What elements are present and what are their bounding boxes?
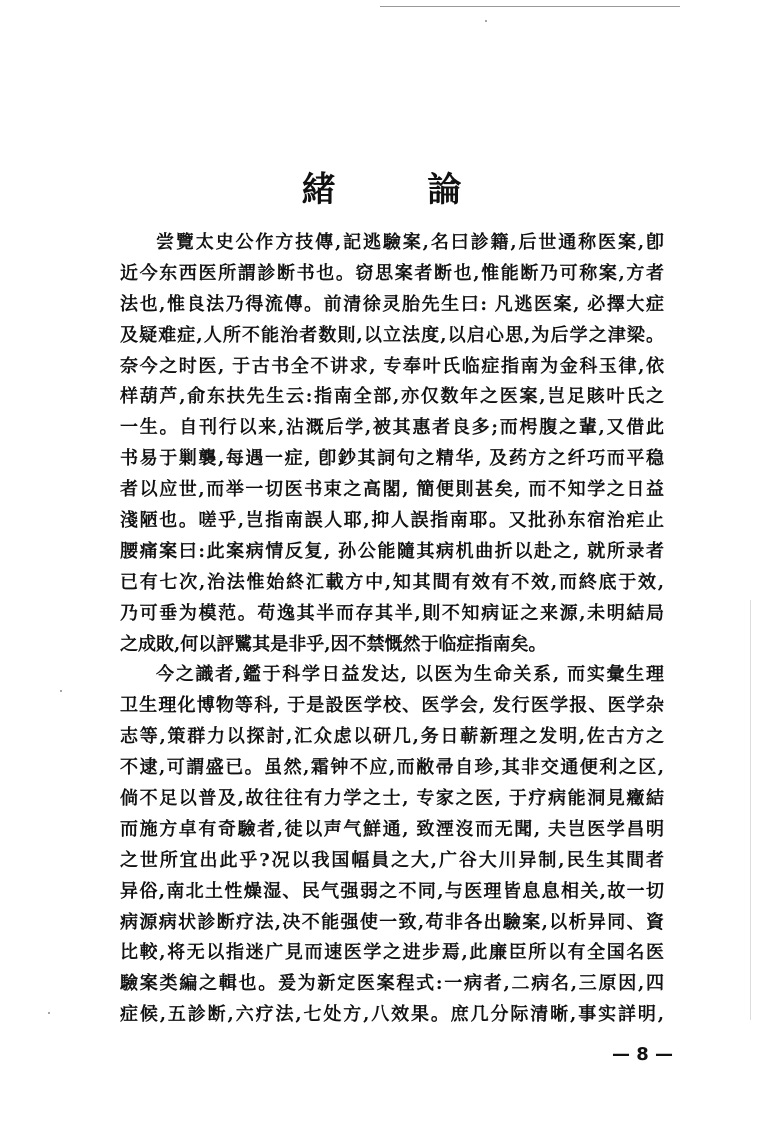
text-line: 一生。自刊行以来,沾溉后学,被其惠者良多;而枵腹之輩,又借此 (120, 417, 664, 439)
text-line: 尝覽太史公作方技傳,記逃驗案,名曰診籍,后世通称医案,卽 (156, 232, 664, 253)
scan-speck (60, 690, 62, 692)
text-line: 症候,五診断,六疗法,七处方,八效果。庶几分际清晰,事实詳明, (120, 1004, 664, 1026)
scan-speck (48, 1012, 50, 1014)
text-line: 而施方卓有奇驗者,徒以声气鮮通, 致湮沒而无聞, 夫岂医学昌明 (120, 818, 664, 840)
text-line: 法也,惟良法乃得流傳。前清徐灵胎先生曰: 凡逃医案, 必擇大症 (120, 293, 664, 315)
document-body (120, 228, 664, 1031)
text-line: 腰痛案曰:此案病情反复, 孙公能隨其病机曲折以赴之, 就所录者 (120, 540, 664, 562)
text-line: 之成敗,何以評騭其是非乎,因不禁慨然于临症指南矣。 (120, 633, 547, 655)
text-line: 书易于剿襲,每遇一症, 卽鈔其詞句之精华, 及药方之纤巧而平稳 (120, 448, 664, 470)
text-line: 及疑难症,人所不能治者数則,以立法度,以启心思,为后学之津梁。 (120, 324, 664, 346)
text-line: 驗案类編之輯也。爰为新定医案程式:一病者,二病名,三原因,四 (120, 973, 664, 995)
text-line: 卫生理化博物等科, 于是設医学校、医学会, 发行医学报、医学杂 (120, 695, 664, 717)
text-line: 之世所宜出此乎?况以我国幅員之大,广谷大川异制,民生其間者 (120, 849, 664, 871)
page-number: — 8 — (612, 1044, 674, 1065)
text-line: 今之識者,鑑于科学日益发达, 以医为生命关系, 而实彙生理 (156, 664, 664, 686)
text-line: 乃可垂为模范。苟逸其半而存其半,則不知病证之来源,未明結局 (120, 602, 664, 624)
text-line: 淺陋也。嗟乎,岂指南誤人耶,抑人誤指南耶。又批孙东宿治疟止 (120, 510, 664, 532)
paragraph-2 (120, 660, 664, 1031)
paragraph-1 (120, 228, 664, 660)
text-line: 倘不足以普及,故往往有力学之士, 专家之医, 于疗病能洞見癥結 (120, 788, 664, 810)
text-line: 异俗,南北土性燥湿、民气强弱之不同,与医理皆息息相关,故一切 (120, 880, 664, 902)
text-line: 已有七次,治法惟始終汇載方中,知其間有效有不效,而終底于效, (120, 571, 664, 593)
page-title: 緒 論 (301, 170, 502, 210)
text-line: 比較,将无以指迷广見而速医学之进步焉,此廉臣所以有全国名医 (120, 942, 664, 964)
text-line: 奈今之时医, 于古书全不讲求, 专奉叶氏临症指南为金科玉律,依 (120, 355, 664, 377)
text-line: 者以应世,而举一切医书束之高閣, 簡便則甚矣, 而不知学之日益 (120, 479, 664, 501)
text-line: 近今东西医所謂診断书也。窃思案者断也,惟能断乃可称案,方者 (120, 262, 664, 284)
scan-edge (750, 600, 751, 1020)
text-line: 样葫芦,俞东扶先生云:指南全部,亦仅数年之医案,岂足賅叶氏之 (120, 386, 664, 408)
text-line: 不逮,可謂盛已。虽然,霜钟不应,而敝帚自珍,其非交通便利之区, (120, 757, 664, 779)
scan-speck (485, 20, 487, 22)
text-line: 志等,策群力以探討,汇众虑以研几,务日蕲新理之发明,佐古方之 (120, 726, 664, 748)
top-rule (380, 6, 680, 7)
text-line: 病源病状診断疗法,决不能强使一致,苟非各出驗案,以析异同、資 (120, 911, 664, 933)
